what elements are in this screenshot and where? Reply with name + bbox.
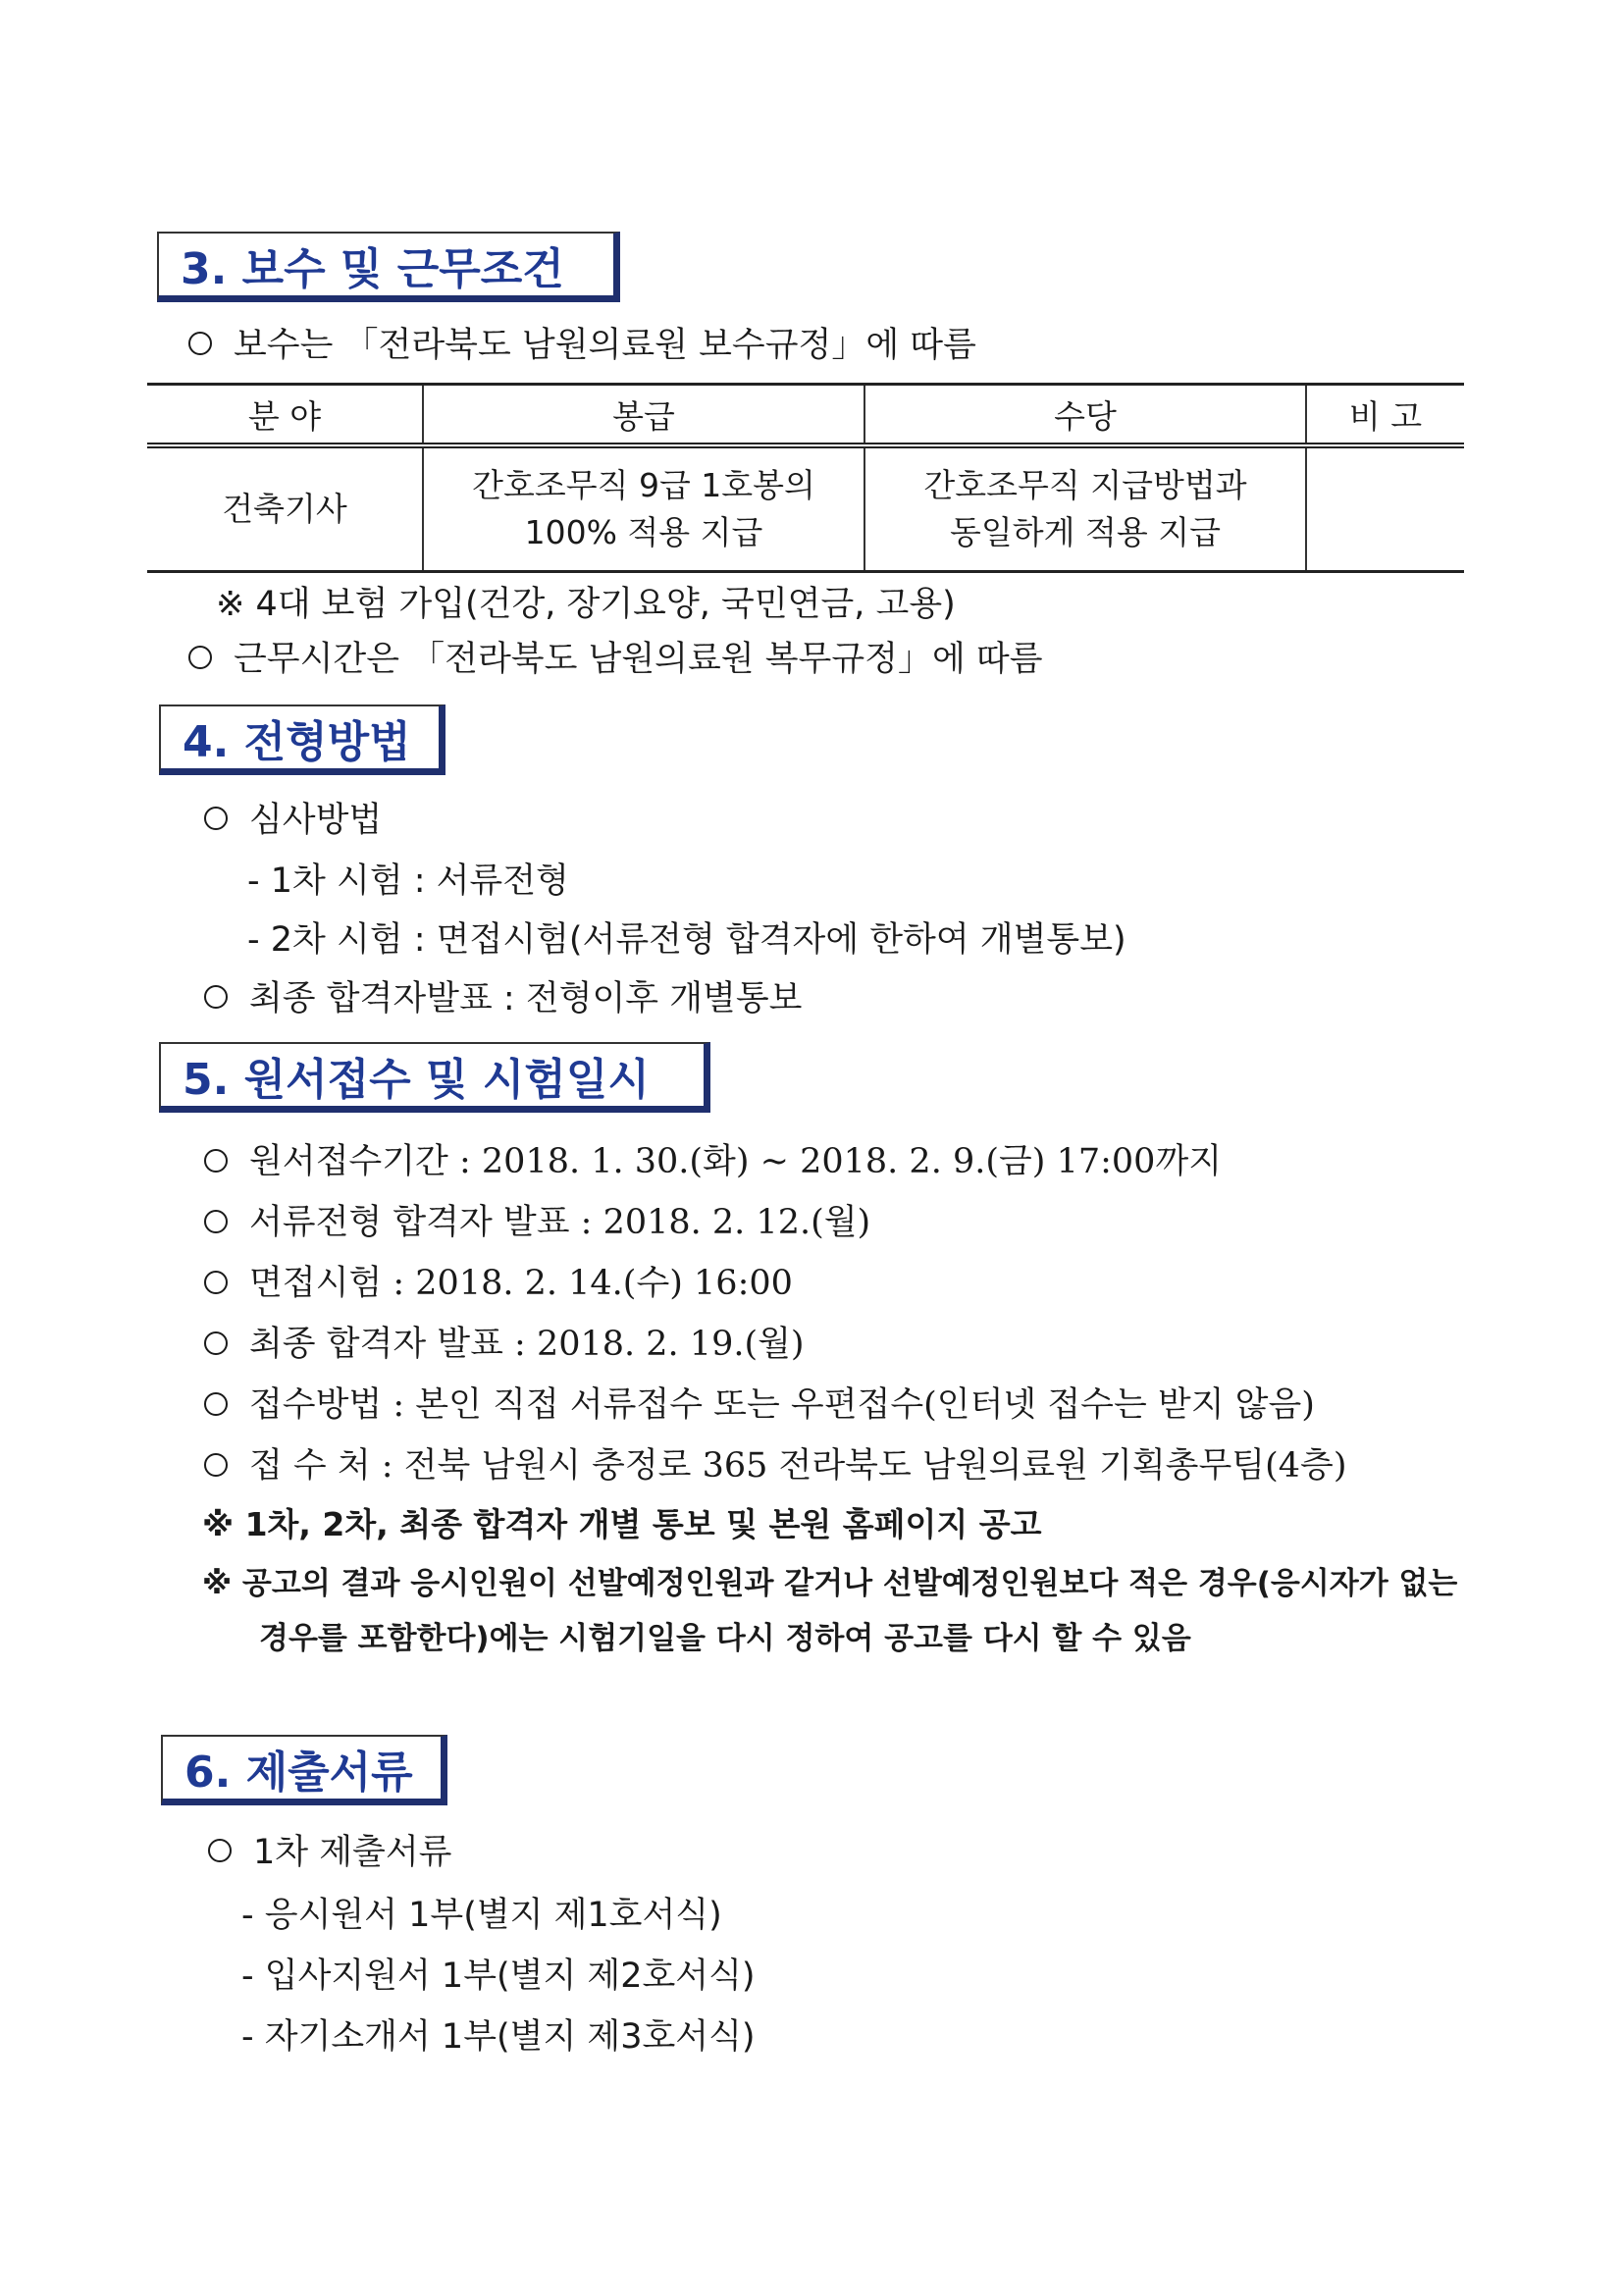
pay-rule-line xyxy=(188,322,976,369)
schedule-item-text: 최종 합격자 발표 : 2018. 2. 19.(월) xyxy=(249,1325,805,1364)
salary-line-1: 간호조무직 9급 1호봉의 xyxy=(472,466,815,504)
method-text: 심사방법 xyxy=(249,801,383,840)
circle-bullet-icon xyxy=(204,1331,228,1355)
table-row xyxy=(147,445,1464,572)
doc-item: - 자기소개서 1부(별지 제3호서식) xyxy=(241,2017,756,2057)
circle-bullet-icon xyxy=(204,1149,228,1173)
circle-bullet-icon xyxy=(208,1839,232,1862)
header-allowance: 수당 xyxy=(864,385,1306,446)
note-1: ※ 1차, 2차, 최종 합격자 개별 통보 및 본원 홈페이지 공고 xyxy=(202,1505,1042,1543)
schedule-item-text: 면접시험 : 2018. 2. 14.(수) 16:00 xyxy=(249,1264,793,1303)
step-2: - 2차 시험 : 면접시험(서류전형 합격자에 한하여 개별통보) xyxy=(247,920,1126,960)
section-3-heading xyxy=(157,232,620,302)
note-2-cont: 경우를 포함한다)에는 시험기일을 다시 정하여 공고를 다시 할 수 있음 xyxy=(259,1621,1191,1656)
method-line xyxy=(204,797,382,844)
first-docs-line xyxy=(208,1829,451,1876)
schedule-item-text: 서류전형 합격자 발표 : 2018. 2. 12.(월) xyxy=(249,1203,871,1242)
header-field: 분 야 xyxy=(147,385,423,446)
allowance-line-2: 동일하게 적용 지급 xyxy=(949,513,1221,551)
pay-rule-text: 보수는 「전라북도 남원의료원 보수규정」에 따름 xyxy=(234,326,976,365)
allowance-line-1: 간호조무직 지급방법과 xyxy=(923,466,1247,504)
schedule-item xyxy=(204,1199,870,1246)
schedule-item-text: 접 수 처 : 전북 남원시 충정로 365 전라북도 남원의료원 기획총무팀(4층) xyxy=(249,1446,1347,1486)
schedule-item xyxy=(204,1138,1222,1185)
doc-item: - 입사지원서 1부(별지 제2호서식) xyxy=(241,1957,756,1996)
section-4-title: 4. 전형방법 xyxy=(183,716,411,767)
first-docs-text: 1차 제출서류 xyxy=(253,1833,452,1872)
schedule-item xyxy=(204,1382,1315,1429)
note-2: ※ 공고의 결과 응시인원이 선발예정인원과 같거나 선발예정인원보다 적은 경우(응시자가 없는 xyxy=(202,1566,1458,1601)
circle-bullet-icon xyxy=(204,1453,228,1477)
schedule-item xyxy=(204,1260,793,1307)
salary-table xyxy=(147,383,1464,573)
salary-line-2: 100% 적용 지급 xyxy=(524,513,763,551)
work-hours-text: 근무시간은 「전라북도 남원의료원 복무규정」에 따름 xyxy=(234,640,1043,679)
doc-item: - 응시원서 1부(별지 제1호서식) xyxy=(241,1896,722,1935)
circle-bullet-icon xyxy=(188,332,212,355)
circle-bullet-icon xyxy=(204,807,228,830)
section-4-heading xyxy=(159,704,445,775)
section-5-title: 5. 원서접수 및 시험일시 xyxy=(183,1054,650,1105)
circle-bullet-icon xyxy=(204,1210,228,1233)
section-6-title: 6. 제출서류 xyxy=(184,1747,413,1798)
section-6-heading xyxy=(161,1735,447,1805)
step-1: - 1차 시험 : 서류전형 xyxy=(247,861,569,901)
cell-field: 건축기사 xyxy=(147,445,423,572)
section-3-title: 3. 보수 및 근무조건 xyxy=(181,243,564,294)
work-hours-line xyxy=(188,636,1043,683)
insurance-note: ※ 4대 보험 가입(건강, 장기요양, 국민연금, 고용) xyxy=(216,585,956,624)
header-remarks: 비 고 xyxy=(1306,385,1464,446)
schedule-item xyxy=(204,1321,805,1368)
final-announce-line xyxy=(204,975,802,1022)
circle-bullet-icon xyxy=(204,985,228,1009)
circle-bullet-icon xyxy=(204,1392,228,1416)
section-5-heading xyxy=(159,1042,710,1113)
schedule-item-text: 원서접수기간 : 2018. 1. 30.(화) ~ 2018. 2. 9.(금) 17:00까지 xyxy=(249,1142,1223,1181)
table-header-row xyxy=(147,385,1464,446)
cell-salary xyxy=(423,445,864,572)
final-announce-text: 최종 합격자발표 : 전형이후 개별통보 xyxy=(249,979,803,1018)
cell-allowance xyxy=(864,445,1306,572)
schedule-item-text: 접수방법 : 본인 직접 서류접수 또는 우편접수(인터넷 접수는 받지 않음) xyxy=(249,1385,1315,1425)
circle-bullet-icon xyxy=(188,646,212,669)
header-salary: 봉급 xyxy=(423,385,864,446)
circle-bullet-icon xyxy=(204,1271,228,1294)
schedule-item xyxy=(204,1442,1347,1489)
cell-remarks xyxy=(1306,445,1464,572)
